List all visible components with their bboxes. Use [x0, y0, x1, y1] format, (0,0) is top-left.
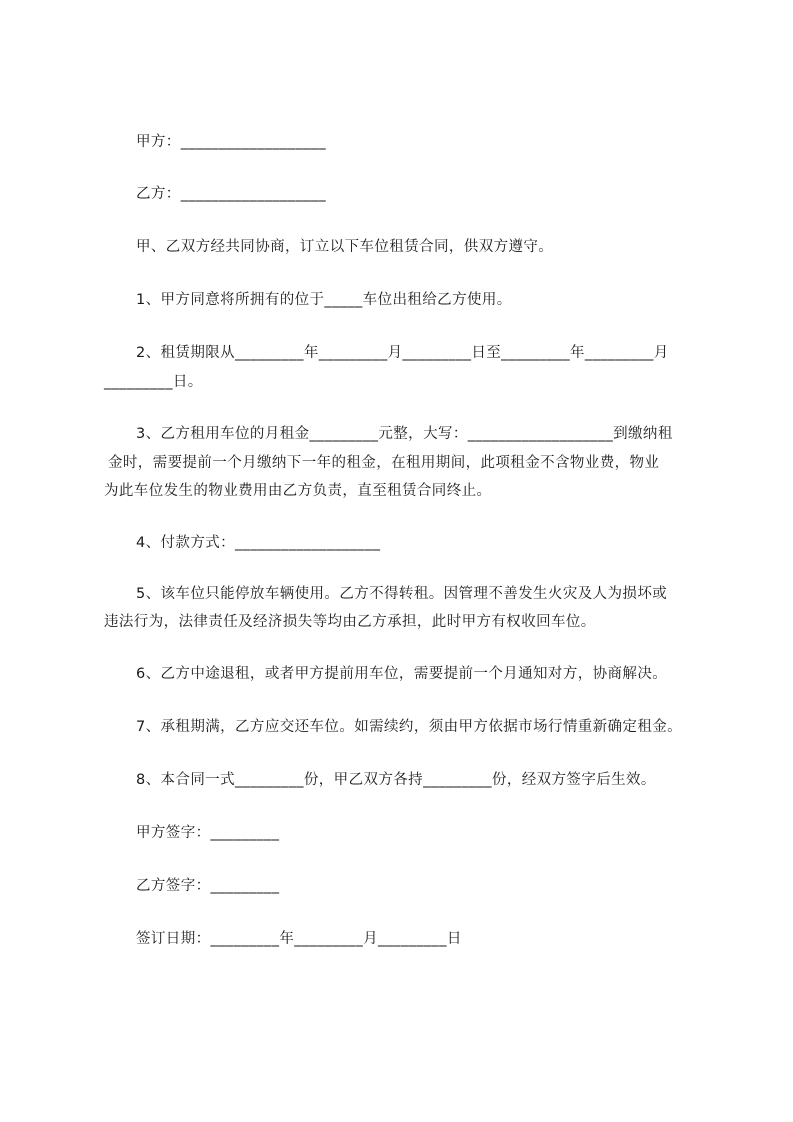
clause-3-line-3: 为此车位发生的物业费用由乙方负责，直至租赁合同终止。 [104, 483, 492, 499]
clause-5-line-1: 5、该车位只能停放车辆使用。乙方不得转租。因管理不善发生火灾及人为损坏或 [136, 586, 668, 602]
clause-1: 1、甲方同意将所拥有的位于_____车位出租给乙方使用。 [136, 292, 512, 308]
party-a-line: 甲方：___________________ [136, 134, 327, 150]
clause-6: 6、乙方中途退租，或者甲方提前用车位，需要提前一个月通知对方，协商解决。 [136, 666, 668, 682]
clause-2-line-2: _________日。 [104, 374, 203, 390]
party-b-signature: 乙方签字：_________ [136, 878, 280, 894]
clause-5-line-2: 违法行为，法律责任及经济损失等均由乙方承担，此时甲方有权收回车位。 [104, 614, 596, 630]
signing-date: 签订日期：_________年_________月_________日 [136, 931, 462, 947]
clause-4: 4、付款方式：___________________ [136, 535, 381, 551]
party-a-signature: 甲方签字：_________ [136, 825, 280, 841]
clause-3-line-1: 3、乙方租用车位的月租金_________元整，大写：___________________到缴纳租 [136, 426, 673, 442]
intro-paragraph: 甲、乙双方经共同协商，订立以下车位租赁合同，供双方遵守。 [136, 239, 554, 255]
clause-7: 7、承租期满，乙方应交还车位。如需续约，须由甲方依据市场行情重新确定租金。 [136, 719, 683, 735]
clause-3-line-2: 金时，需要提前一个月缴纳下一年的租金，在租用期间，此项租金不含物业费，物业 [108, 455, 660, 471]
party-b-line: 乙方：___________________ [136, 186, 327, 202]
clause-2-line-1: 2、租赁期限从_________年_________月_________日至_________年_________月 [136, 345, 669, 361]
clause-8: 8、本合同一式_________份，甲乙双方各持_________份，经双方签字后生效。 [136, 772, 656, 788]
